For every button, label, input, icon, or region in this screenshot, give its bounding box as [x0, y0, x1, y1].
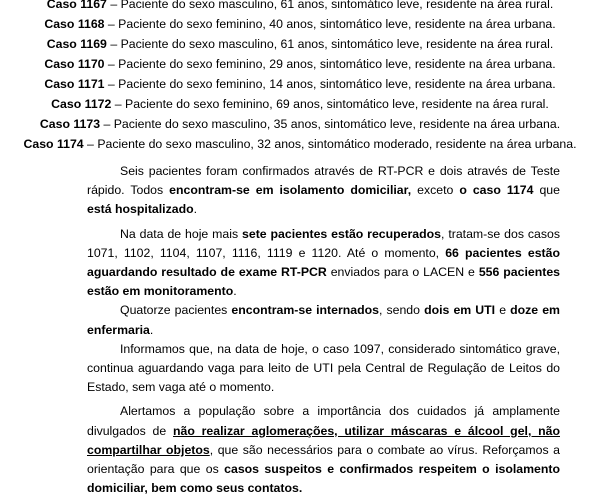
text-run: Quatorze pacientes [120, 303, 232, 318]
text-run: e [495, 303, 511, 318]
text-run-bold: encontram-se em isolamento domiciliar, [169, 183, 412, 198]
paragraph-confirmations [87, 162, 560, 220]
case-description: – Paciente do sexo masculino, 61 anos, sintomático leve, residente na área rural. [106, 0, 554, 11]
case-line [0, 74, 600, 94]
paragraph-icu-waiting [87, 340, 560, 398]
case-line [0, 54, 600, 74]
text-run: Na data de hoje mais [120, 226, 243, 241]
text-run-bold: doze em enfermaria [87, 303, 560, 337]
text-run-bold: está hospitalizado [87, 202, 194, 217]
text-run: . [233, 284, 237, 299]
text-run: . [193, 202, 198, 217]
text-run-bold: dois em UTI [424, 303, 496, 318]
text-run-bold-underlined: não realizar aglomerações, utilizar máscaras e álcool gel, não compartilhar objetos [87, 423, 560, 457]
text-run-bold: 556 pacientes estão em monitoramento [87, 265, 560, 299]
text-run: , que são necessários para o combate ao vírus. Reforçamos a orientação para que os [87, 442, 560, 477]
case-line [0, 14, 600, 34]
case-description: – Paciente do sexo masculino, 35 anos, sintomático leve, residente na área urbana. [100, 117, 561, 131]
case-id: Caso 1170 [44, 57, 105, 71]
case-list [0, 0, 600, 154]
text-run: Seis pacientes foram confirmados através de RT-PCR e dois através de Teste rápido. Todos [87, 164, 560, 198]
text-run-bold: o caso 1174 [459, 183, 534, 198]
case-id: Caso 1171 [44, 77, 105, 91]
paragraph-recovered [87, 225, 560, 302]
text-run: Informamos que, na data de hoje, o caso 1097, considerado sintomático grave, continua aguardando vaga para leito de UTI pela Central de Regulação de Leitos do Estado, sem vaga até o momento. [87, 341, 560, 395]
case-id: Caso 1173 [39, 117, 101, 131]
text-run: , sendo [378, 303, 425, 318]
case-description: – Paciente do sexo masculino, 61 anos, sintomático leve, residente na área rural. [106, 37, 554, 51]
text-run: exceto [411, 183, 460, 198]
text-run: que [533, 183, 560, 198]
case-description: – Paciente do sexo feminino, 29 anos, sintomático leve, residente na área urbana. [104, 57, 556, 71]
case-id: Caso 1169 [46, 37, 107, 51]
case-line [0, 134, 600, 154]
text-run-bold: 66 pacientes estão aguardando resultado de exame RT-PCR [87, 245, 560, 280]
text-run-bold: casos suspeitos e confirmados respeitem o isolamento domiciliar, bem como seus contatos. [87, 462, 560, 496]
case-description: – Paciente do sexo feminino, 69 anos, sintomático leve, residente na área rural. [111, 97, 549, 111]
text-run: . [149, 322, 154, 337]
bulletin-body [87, 162, 560, 503]
case-id: Caso 1172 [51, 97, 112, 111]
case-id: Caso 1174 [23, 137, 84, 151]
text-run: Alertamos a população sobre a importância dos cuidados já amplamente divulgados de [87, 404, 560, 438]
case-line [0, 0, 600, 14]
case-line [0, 34, 600, 54]
case-line [0, 114, 600, 134]
case-id: Caso 1168 [44, 17, 105, 31]
text-run: enviados para o LACEN e [326, 265, 479, 280]
paragraph-hospitalized [87, 301, 560, 339]
text-run-bold: sete pacientes estão recuperados [242, 226, 441, 241]
case-description: – Paciente do sexo masculino, 32 anos, sintomático moderado, residente na área urbana. [83, 137, 577, 151]
case-description: – Paciente do sexo feminino, 40 anos, sintomático leve, residente na área urbana. [104, 17, 556, 31]
text-run: , tratam-se dos casos 1071, 1102, 1104, 1107, 1116, 1119 e 1120. Até o momento, [87, 226, 560, 260]
case-description: – Paciente do sexo feminino, 14 anos, sintomático leve, residente na área urbana. [104, 77, 556, 91]
paragraph-alert [87, 402, 560, 498]
case-line [0, 94, 600, 114]
text-run-bold: encontram-se internados [231, 303, 379, 318]
case-id: Caso 1167 [46, 0, 107, 11]
